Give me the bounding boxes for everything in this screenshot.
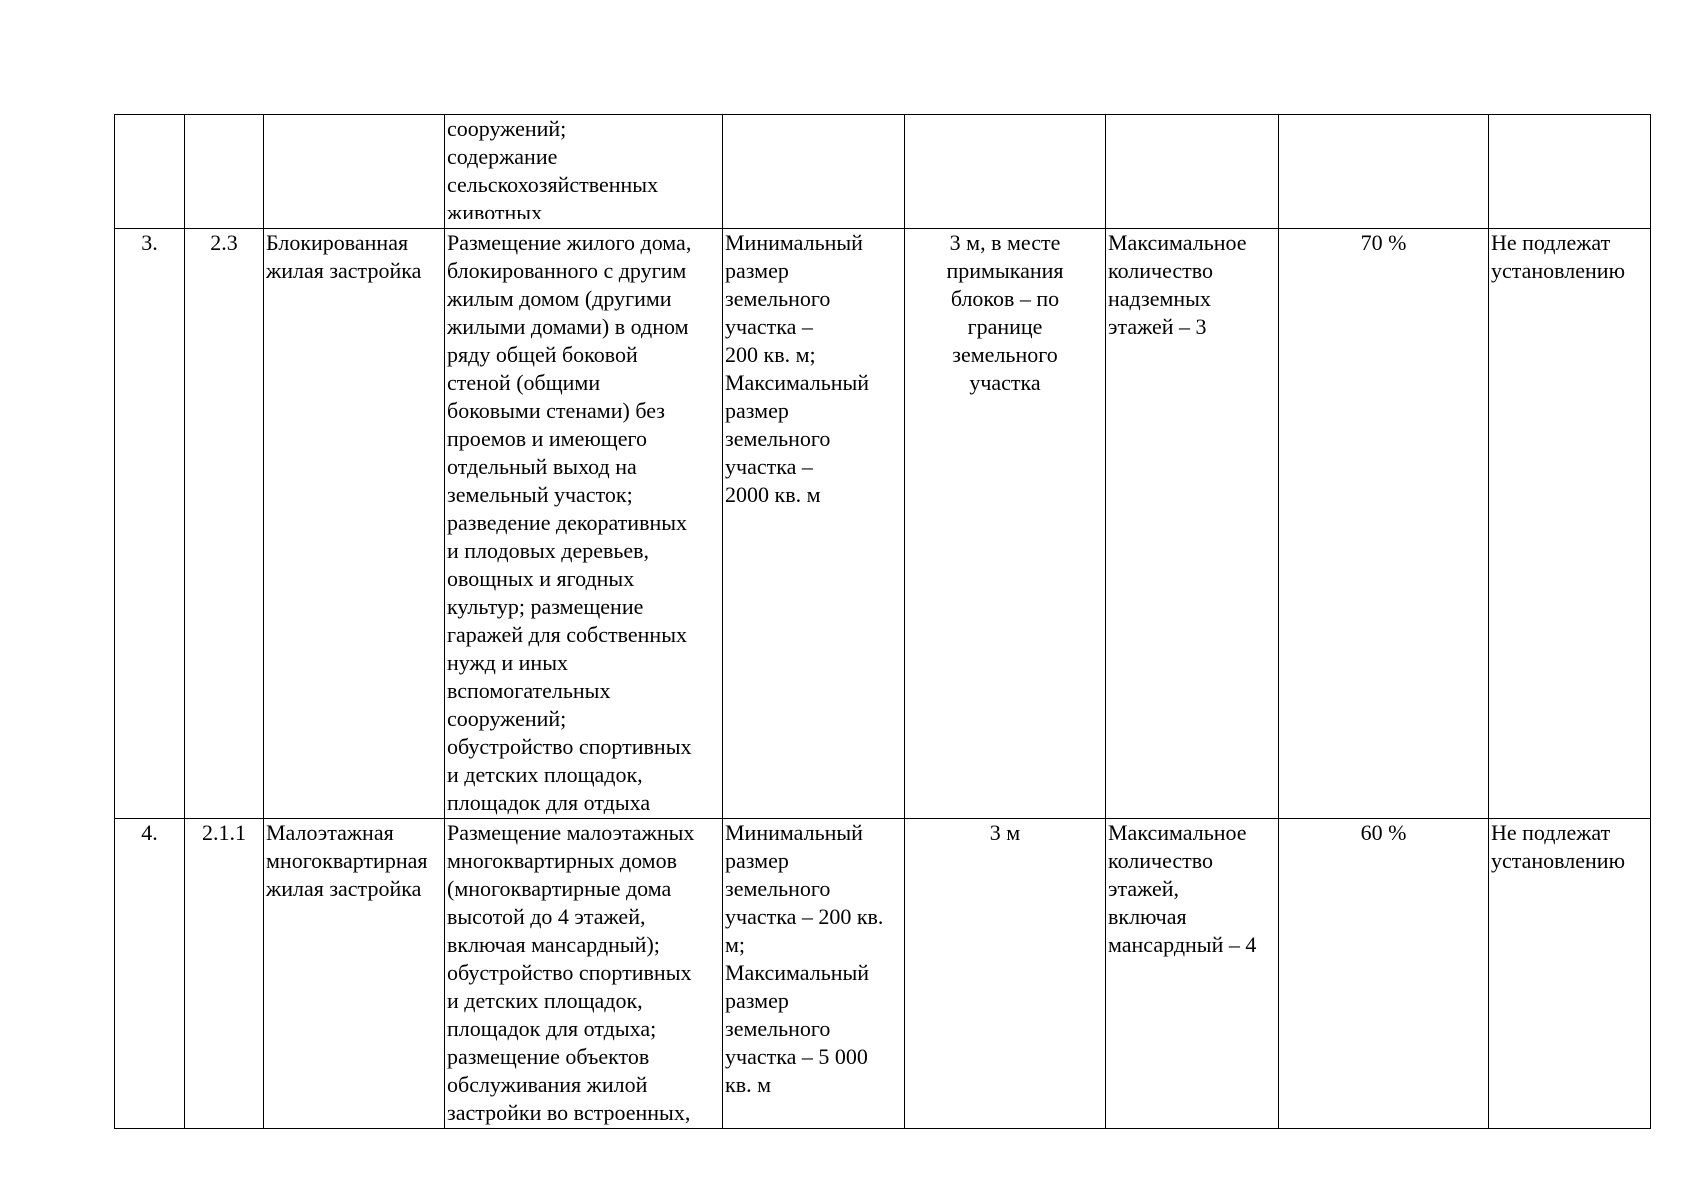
cell-text-line: земельного [725, 876, 831, 901]
cell-text-line: высотой до 4 этажей, [447, 904, 646, 929]
cell-text-line: кв. м [725, 1072, 771, 1097]
cell-text-line: Блокированная [266, 230, 409, 255]
cell-text-line: проемов и имеющего [447, 426, 647, 451]
coverage-cell: 60 % [1279, 819, 1489, 1129]
use-description-cell [445, 115, 723, 229]
floors-cell [1106, 819, 1279, 1129]
cell-text-line: количество [1108, 848, 1214, 873]
cell-text-line: участка – 5 000 [725, 1044, 868, 1069]
cell-text-line: боковыми стенами) без [447, 398, 665, 423]
cell-text-line: Размещение жилого дома, [447, 230, 692, 255]
cell-text-line: размер [725, 848, 789, 873]
cell-text-line: земельного [725, 426, 831, 451]
cell-text-line: обустройство спортивных [447, 960, 692, 985]
row-number-cell: 4. [115, 819, 185, 1129]
use-name-cell [264, 115, 445, 229]
cell-text-line: многоквартирных домов [447, 848, 677, 873]
cell-text-line: культур; размещение [447, 594, 644, 619]
cell-text-line: включая [1108, 904, 1187, 929]
other-params-cell [1489, 229, 1651, 819]
cell-text-line: Минимальный [725, 230, 863, 255]
cell-text-line: застройки во встроенных, [447, 1100, 691, 1125]
cell-text-line: Не подлежат [1491, 820, 1611, 845]
cell-text-line: жилая застройка [266, 876, 422, 901]
cell-text-line: этажей – 3 [1108, 314, 1207, 339]
use-code-cell: 2.3 [185, 229, 264, 819]
cell-text-line: Минимальный [725, 820, 863, 845]
cell-text-line: и детских площадок, [447, 762, 643, 787]
cell-text-line: сооружений; [447, 706, 567, 731]
cell-text-line: установлению [1491, 258, 1626, 283]
use-name-cell [264, 819, 445, 1129]
cell-text-line: земельного [725, 1016, 831, 1041]
use-description-cell [445, 229, 723, 819]
plot-size-cell [723, 229, 905, 819]
cell-text-line: Максимальное [1108, 230, 1247, 255]
cell-text-line: участка – [725, 454, 813, 479]
use-name-cell [264, 229, 445, 819]
cell-text-line: земельного [952, 342, 1058, 367]
cell-text-line: сельскохозяйственных [447, 172, 659, 197]
cell-text-line: гаражей для собственных [447, 622, 687, 647]
other-params-cell [1489, 819, 1651, 1129]
coverage-cell: 70 % [1279, 229, 1489, 819]
cell-text-line: границе [967, 314, 1043, 339]
cell-text-line: размер [725, 258, 789, 283]
cell-text-line: 3 м [989, 820, 1021, 845]
plot-size-cell [723, 115, 905, 229]
cell-text-line: обустройство спортивных [447, 734, 692, 759]
cell-text-line: площадок для отдыха; [447, 1016, 657, 1041]
cell-text-line: жилая застройка [266, 258, 422, 283]
cell-text-line: Максимальный [725, 370, 870, 395]
floors-cell [1106, 229, 1279, 819]
cell-text-line: включая мансардный); [447, 932, 660, 957]
cell-text-line: Размещение малоэтажных [447, 820, 695, 845]
use-description-cell [445, 819, 723, 1129]
cell-text-line: многоквартирная [266, 848, 428, 873]
cell-text-line: (многоквартирные дома [447, 876, 672, 901]
cell-text-line: 200 кв. м; [725, 342, 816, 367]
cell-text-line: сооружений; [447, 116, 567, 141]
setbacks-cell [905, 115, 1106, 229]
use-code-cell: 2.1.1 [185, 819, 264, 1129]
cell-text-line: установлению [1491, 848, 1626, 873]
plot-size-cell [723, 819, 905, 1129]
cell-text-line: количество [1108, 258, 1214, 283]
cell-text-line: жилым домом (другими [447, 286, 672, 311]
cell-text-line: отдельный выход на [447, 454, 637, 479]
floors-cell [1106, 115, 1279, 229]
cell-text-line: этажей, [1108, 876, 1180, 901]
cell-text-line: Малоэтажная [266, 820, 394, 845]
use-code-cell [185, 115, 264, 229]
table-row [115, 229, 1651, 819]
cell-text-line: животных [447, 200, 543, 219]
cell-text-line: участка [969, 370, 1041, 395]
cell-text-line: земельный участок; [447, 482, 633, 507]
land-use-regulations-table [114, 114, 1651, 1129]
cell-text-line: размещение объектов [447, 1044, 650, 1069]
cell-text-line: содержание [447, 144, 558, 169]
cell-text-line: мансардный – 4 [1108, 932, 1257, 957]
cell-text-line: вспомогательных [447, 678, 611, 703]
cell-text-line: площадок для отдыха [447, 790, 651, 815]
cell-text-line: надземных [1108, 286, 1211, 311]
cell-text-line: Максимальное [1108, 820, 1247, 845]
cell-text-line: разведение декоративных [447, 510, 688, 535]
cell-text-line: 3 м, в месте [949, 230, 1061, 255]
cell-text-line: примыкания [946, 258, 1064, 283]
cell-text-line: овощных и ягодных [447, 566, 635, 591]
cell-text-line: размер [725, 988, 789, 1013]
cell-text-line: блокированного с другим [447, 258, 687, 283]
cell-text-line: обслуживания жилой [447, 1072, 648, 1097]
cell-text-line: участка – 200 кв. [725, 904, 884, 929]
table-row [115, 115, 1651, 229]
cell-text-line: Максимальный [725, 960, 870, 985]
cell-text-line: земельного [725, 286, 831, 311]
cell-text-line: м; [725, 932, 746, 957]
row-number-cell [115, 115, 185, 229]
other-params-cell [1489, 115, 1651, 229]
table-row [115, 819, 1651, 1129]
cell-text-line: и детских площадок, [447, 988, 643, 1013]
cell-text-line: стеной (общими [447, 370, 601, 395]
cell-text-line: и плодовых деревьев, [447, 538, 650, 563]
cell-text-line: Не подлежат [1491, 230, 1611, 255]
cell-text-line: размер [725, 398, 789, 423]
setbacks-cell [905, 229, 1106, 819]
row-number-cell: 3. [115, 229, 185, 819]
cell-text-line: участка – [725, 314, 813, 339]
cell-text-line: 2000 кв. м [725, 482, 821, 507]
cell-text-line: ряду общей боковой [447, 342, 638, 367]
cell-text-line: нужд и иных [447, 650, 568, 675]
coverage-cell [1279, 115, 1489, 229]
cell-text-line: блоков – по [950, 286, 1060, 311]
setbacks-cell [905, 819, 1106, 1129]
cell-text-line: жилыми домами) в одном [447, 314, 689, 339]
